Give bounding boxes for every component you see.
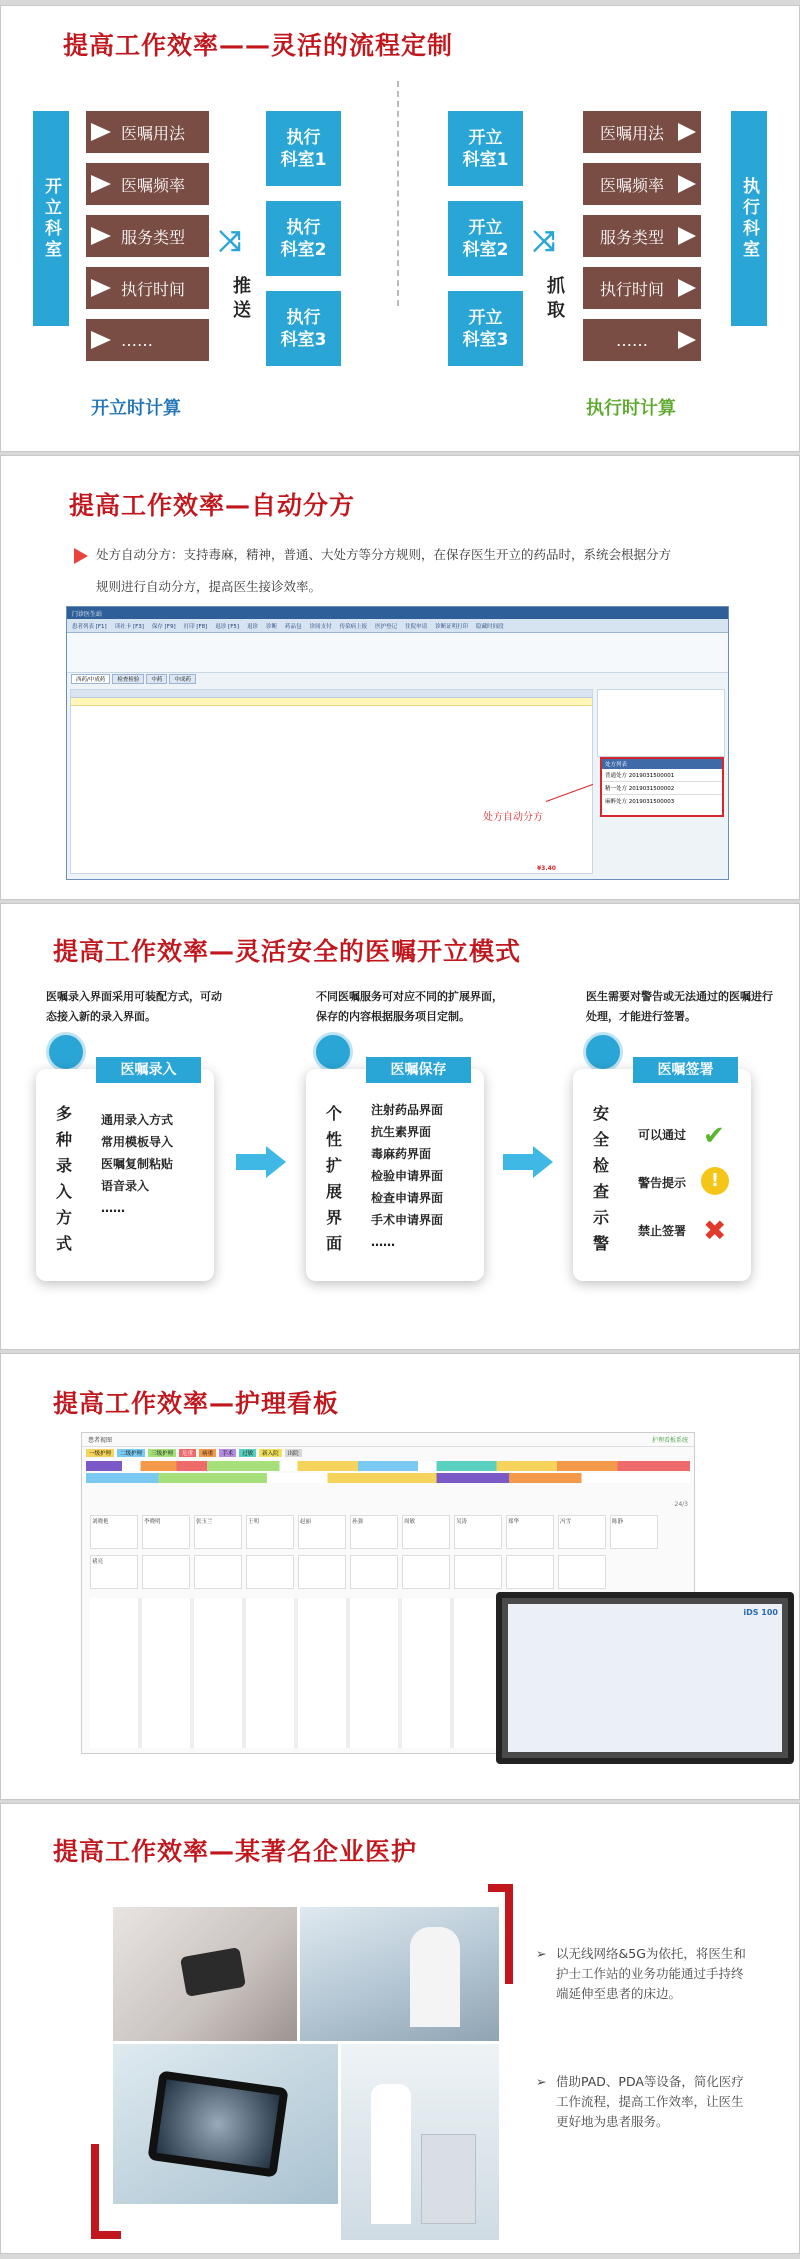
arrow-right-icon — [91, 175, 111, 193]
card-list: 可以通过 警告提示 禁止签署 — [638, 1128, 687, 1238]
slide-flow-customization — [0, 5, 800, 452]
exec-dept-box: 执行科室 — [731, 111, 767, 326]
exec-dept-2: 执行科室2 — [266, 201, 341, 276]
arrow-right-icon — [91, 227, 111, 245]
open-dept-1: 开立科室1 — [448, 111, 523, 186]
photo-tablet-xray — [113, 2044, 338, 2204]
board-header: 患者视图 护理看板系统 — [82, 1433, 694, 1447]
arrow-right-icon — [91, 279, 111, 297]
fetch-label: 抓取 — [544, 276, 565, 324]
card-list: 注射药品界面 抗生素界面 毒麻药界面 检验申请界面 检查申请界面 手术申请界面 …… — [371, 1103, 444, 1249]
card-header: 医嘱录入 — [96, 1057, 201, 1083]
right-item-2: 医嘱频率 — [583, 163, 701, 205]
menu-item[interactable]: 保存 [F9] — [151, 624, 176, 630]
left-item-3: 服务类型 — [86, 215, 209, 257]
slide-mobile-care — [0, 1803, 800, 2254]
menu-item[interactable]: 退诊 — [247, 624, 259, 630]
tab[interactable]: 检查检验 — [112, 674, 144, 684]
desc-1: 医嘱录入界面采用可装配方式，可动态接入新的录入界面。 — [46, 990, 222, 1023]
slide3-title: 提高工作效率—灵活安全的医嘱开立模式 — [53, 937, 522, 966]
patient-card[interactable] — [298, 1555, 346, 1589]
left-item-2: 医嘱频率 — [86, 163, 209, 205]
page-indicator: 24/3 — [674, 1501, 688, 1508]
total-amount: ¥3.40 — [537, 865, 556, 872]
photo-nurse-station — [300, 1907, 499, 2041]
window-titlebar: 门诊医生站 — [67, 607, 728, 619]
card-list: 通用录入方式 常用模板导入 医嘱复制粘贴 语音录入 …… — [101, 1113, 174, 1215]
menu-item[interactable]: 药品包 — [285, 624, 302, 630]
close-icon: ✖ — [703, 1214, 727, 1247]
tab[interactable]: 中药 — [146, 674, 167, 684]
card-order-sign — [573, 1062, 751, 1281]
right-caption: 执行时计算 — [586, 398, 676, 419]
exec-dept-3: 执行科室3 — [266, 291, 341, 366]
right-item-3: 服务类型 — [583, 215, 701, 257]
arrow-right-icon — [236, 1154, 266, 1170]
order-grid — [70, 689, 593, 874]
tab[interactable]: 中成药 — [169, 674, 196, 684]
left-item-4: 执行时间 — [86, 267, 209, 309]
menu-item[interactable]: 隐藏时间段 — [476, 624, 504, 630]
divider — [397, 81, 399, 306]
patient-card[interactable]: 褚亮 — [90, 1555, 138, 1589]
popup-row[interactable]: 麻醉处方 2019031500003 — [605, 799, 675, 805]
desc-2: 不同医嘱服务可对应不同的扩展界面，保存的内容根据服务项目定制。 — [316, 990, 503, 1023]
card-header: 医嘱保存 — [366, 1057, 471, 1083]
patient-card[interactable] — [350, 1555, 398, 1589]
patient-card[interactable]: 赵丽 — [298, 1515, 346, 1549]
bullet-arrow-icon: ➢ — [536, 1946, 547, 1961]
slide-auto-prescription — [0, 455, 800, 900]
right-item-4: 执行时间 — [583, 267, 701, 309]
menu-item[interactable]: 打印 [F8] — [183, 624, 208, 630]
card-vertical-text: 个 性 扩 展 界 面 — [325, 1104, 342, 1253]
left-caption: 开立时计算 — [91, 398, 181, 419]
menu-item[interactable]: 诊间支付 — [309, 624, 332, 630]
push-label: 推送 — [230, 276, 251, 324]
photo-doctor-cart — [341, 2044, 499, 2240]
shuffle-icon: ⤨ — [219, 224, 242, 257]
bullet-1: ➢ 以无线网络&5G为依托，将医生和护士工作站的业务功能通过手持终端延伸至患者的床边。 — [536, 1946, 746, 2001]
arrow-right-icon — [678, 123, 696, 141]
card-order-entry — [36, 1062, 214, 1281]
monitor-photo — [496, 1592, 794, 1764]
menu-item[interactable]: 诊断 — [266, 624, 278, 630]
card-header: 医嘱签署 — [633, 1057, 738, 1083]
order-save-icon — [313, 1032, 353, 1072]
tab[interactable]: 西药/中成药 — [71, 674, 110, 684]
desc-3: 医生需要对警告或无法通过的医嘱进行处理，才能进行签署。 — [586, 990, 773, 1023]
info-rows — [67, 633, 728, 673]
bullet-arrow-icon — [74, 548, 88, 564]
slide1-title: 提高工作效率——灵活的流程定制 — [63, 31, 454, 60]
menu-item[interactable]: 退诊 [F5] — [215, 624, 240, 630]
arrow-right-icon — [678, 227, 696, 245]
prescription-popup: 处方列表 普通处方 2019031500001 精一处方 2019031500002 麻醉处方 2019031500003 — [600, 757, 724, 817]
menu-item[interactable]: 诊断证明打印 — [435, 624, 469, 630]
tree-panel — [597, 689, 725, 757]
arrow-right-icon — [91, 123, 111, 141]
left-item-1: 医嘱用法 — [86, 111, 209, 153]
slide2-bullet-line1: 处方自动分方：支持毒麻，精神，普通、大处方等分方规则，在保存医生开立的药品时，系统会根据分方 — [96, 547, 672, 562]
patient-card[interactable] — [142, 1555, 190, 1589]
arrow-right-icon — [266, 1146, 286, 1178]
patient-card[interactable]: 王明 — [246, 1515, 294, 1549]
tag-row: 一级护理 二级护理 三级护理 危重 病重 手术 过敏 新入院 出院 — [82, 1447, 694, 1459]
slide2-title: 提高工作效率—自动分方 — [69, 491, 356, 520]
patient-card[interactable]: 冯雪 — [558, 1515, 606, 1549]
card-vertical-text: 安 全 检 查 示 警 — [592, 1104, 609, 1253]
menu-bar — [67, 619, 728, 633]
arrow-right-icon — [533, 1146, 553, 1178]
menu-item[interactable]: 读社卡 [F3] — [114, 624, 144, 630]
arrow-right-icon — [678, 331, 696, 349]
open-dept-2: 开立科室2 — [448, 201, 523, 276]
tab-strip — [67, 673, 728, 685]
patient-card[interactable] — [558, 1555, 606, 1589]
arrow-right-icon — [678, 279, 696, 297]
check-icon: ✔ — [703, 1121, 725, 1151]
color-bar-row — [86, 1461, 690, 1471]
arrow-right-icon — [91, 331, 111, 349]
color-bar-row — [86, 1473, 690, 1483]
menu-item[interactable]: 传染病上报 — [339, 624, 368, 630]
patient-card[interactable] — [194, 1555, 242, 1589]
slide-nursing-board — [0, 1353, 800, 1800]
arrow-right-icon — [503, 1154, 533, 1170]
right-item-1: 医嘱用法 — [583, 111, 701, 153]
patient-card[interactable]: 刘晓艳 — [90, 1515, 138, 1549]
patient-card[interactable] — [454, 1555, 502, 1589]
menu-item[interactable]: 住院申请 — [405, 624, 428, 630]
left-item-5: …… — [86, 319, 209, 361]
app-screenshot — [66, 606, 729, 880]
open-dept-box: 开立科室 — [33, 111, 69, 326]
popup-row[interactable]: 精一处方 2019031500002 — [602, 782, 722, 795]
patient-card[interactable]: 周敏 — [402, 1515, 450, 1549]
patient-card[interactable]: 张玉兰 — [194, 1515, 242, 1549]
shuffle-icon: ⤨ — [533, 224, 556, 257]
card-vertical-text: 多 种 录 入 方 式 — [55, 1104, 72, 1253]
annotation-label: 处方自动分方 — [483, 812, 543, 823]
slide-order-mode — [0, 903, 800, 1350]
monitor-brand: iDS 100 — [743, 1608, 778, 1617]
open-dept-3: 开立科室3 — [448, 291, 523, 366]
warning-icon: ! — [701, 1167, 729, 1195]
patient-card[interactable]: 陈静 — [610, 1515, 658, 1549]
order-entry-icon — [46, 1032, 86, 1072]
photo-handheld-bedside — [113, 1907, 297, 2041]
patient-card[interactable]: 李晓明 — [142, 1515, 190, 1549]
patient-card[interactable]: 孙强 — [350, 1515, 398, 1549]
slide2-bullet-line2: 规则进行自动分方，提高医生接诊效率。 — [96, 579, 322, 594]
table-row[interactable] — [71, 698, 592, 706]
exec-dept-1: 执行科室1 — [266, 111, 341, 186]
slide4-title: 提高工作效率—护理看板 — [53, 1389, 340, 1418]
order-sign-icon — [583, 1032, 623, 1072]
patient-card[interactable] — [246, 1555, 294, 1589]
right-item-5: …… — [583, 319, 701, 361]
slide5-title: 提高工作效率—某著名企业医护 — [53, 1837, 418, 1866]
bullet-2: ➢ 借助PAD、PDA等设备，简化医疗工作流程，提高工作效率，让医生更好地为患者服务。 — [536, 2074, 744, 2129]
patient-card[interactable] — [402, 1555, 450, 1589]
popup-row[interactable]: 普通处方 2019031500001 — [602, 769, 722, 782]
patient-card[interactable]: 吴涛 — [454, 1515, 502, 1549]
menu-item[interactable]: 医护登记 — [375, 624, 398, 630]
menu-item[interactable]: 患者列表 [F1] — [72, 624, 107, 630]
arrow-right-icon — [678, 175, 696, 193]
card-order-save — [306, 1062, 484, 1281]
bullet-arrow-icon: ➢ — [536, 2074, 547, 2089]
patient-card[interactable] — [506, 1555, 554, 1589]
patient-card[interactable]: 郑华 — [506, 1515, 554, 1549]
